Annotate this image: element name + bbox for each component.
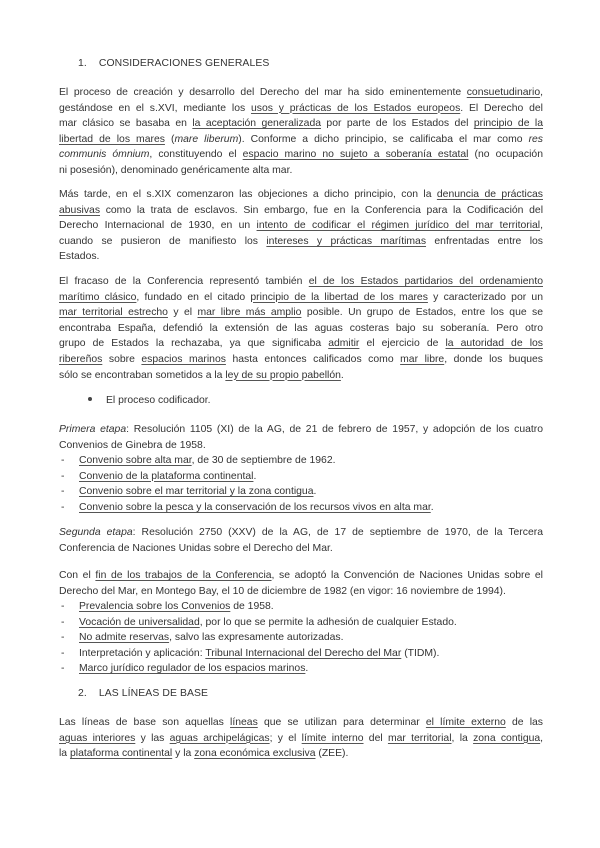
section-title: CONSIDERACIONES GENERALES: [98, 58, 270, 69]
text-line: abusivas como la trata de esclavos. Sin embargo, fue en la Conferencia para la Codificación del: [59, 204, 543, 216]
text-line: marítimo clásico, fundado en el citado principio de la libertad de los mares y caracterizado por un: [59, 291, 543, 303]
text-line: ni posesión), denominado genéricamente alta mar.: [59, 164, 293, 176]
section-title: LAS LÍNEAS DE BASE: [98, 688, 209, 699]
text-line: Con el fin de los trabajos de la Conferencia, se adoptó la Convención de Naciones Unidas sobre el: [59, 570, 543, 581]
text-line: sólo se encontraban sometidos a la ley de su propio pabellón.: [59, 369, 344, 381]
section-number: 1.: [78, 58, 87, 69]
bullet-text: El proceso codificador.: [106, 395, 211, 406]
text-line: El proceso de creación y desarrollo del Derecho del mar ha sido eminentemente consuetudinario,: [59, 87, 543, 98]
paragraph-conference-failure: [59, 274, 543, 383]
paragraph-first-stage: [59, 422, 543, 453]
list-item: - Prevalencia sobre los Convenios de 1958.: [61, 601, 274, 612]
text-line: Estados.: [59, 251, 100, 263]
text-line: Las líneas de base son aquellas líneas que se utilizan para determinar el límite externo de las: [59, 717, 543, 728]
paragraph-baselines: [59, 715, 543, 762]
section-number: 2.: [78, 688, 87, 699]
text-line: Más tarde, en el s.XIX comenzaron las objeciones a dicho principio, con la denuncia de prácticas: [59, 189, 543, 200]
list-item: - Convenio sobre la pesca y la conservación de los recursos vivos en alta mar.: [61, 501, 434, 513]
bullet-item: [88, 395, 211, 406]
list-item: - Convenio sobre alta mar, de 30 de septiembre de 1962.: [61, 455, 336, 466]
text-line: communis ómnium, constituyendo el espacio marino no sujeto a soberanía estatal (no ocupación: [59, 149, 543, 161]
list-item: - Vocación de universalidad, por lo que se permite la adhesión de cualquier Estado.: [61, 616, 457, 628]
list-item: - Convenio sobre el mar territorial y la zona contigua.: [61, 486, 317, 498]
list-item: - Convenio de la plataforma continental.: [61, 470, 257, 482]
text-line: encontraba España, defendió la extensión de las aguas costeras bajo su soberanía. Pero otro: [59, 322, 543, 334]
bullet-dot-icon: [88, 397, 92, 401]
text-line: Primera etapa: Resolución 1105 (XI) de la AG, de 21 de febrero de 1957, y adopción de los cuatro: [59, 424, 544, 435]
text-line: El fracaso de la Conferencia representó también el de los Estados partidarios del ordenamiento: [59, 276, 543, 287]
section-heading-2: [78, 688, 208, 699]
paragraph-second-stage: [59, 525, 543, 556]
list-item: - Interpretación y aplicación: Tribunal Internacional del Derecho del Mar (TIDM).: [61, 647, 440, 659]
text-line: ribereños sobre espacios marinos hasta entonces calificados como mar libre, donde los buques: [59, 353, 543, 365]
paragraph-convention-1982: [59, 568, 543, 599]
text-line: mar clásico se basaba en la aceptación generalizada por parte de los Estados del principio de la: [59, 118, 543, 130]
text-line: Derecho del Mar, en Montego Bay, el 10 de diciembre de 1982 (en vigor: 16 noviembre de 1994).: [59, 585, 506, 597]
section-heading-1: [78, 58, 269, 69]
text-line: grupo de Estados la rechazaba, ya que significaba admitir el ejercicio de la autoridad de los: [59, 338, 543, 350]
text-line: aguas interiores y las aguas archipelágicas; y el límite interno del mar territorial, la zona contigua,: [59, 732, 544, 744]
text-line: la plataforma continental y la zona económica exclusiva (ZEE).: [59, 748, 349, 760]
text-line: Conferencia de Naciones Unidas sobre el Derecho del Mar.: [59, 542, 333, 554]
list-item: - No admite reservas, salvo las expresamente autorizadas.: [61, 632, 344, 644]
text-line: gestándose en el s.XVI, mediante los usos y prácticas de los Estados europeos. El Derecho del: [59, 102, 543, 114]
paragraph-origins: [59, 85, 543, 179]
convention-features-list: [59, 599, 543, 677]
text-line: libertad de los mares (mare liberum). Conforme a dicho principio, se calificaba el mar como res: [59, 133, 543, 145]
paragraph-xix-century: [59, 187, 543, 265]
first-stage-conventions-list: [59, 453, 543, 515]
text-line: Convenios de Ginebra de 1958.: [59, 439, 206, 451]
text-line: cuando se pusieron de manifiesto los intereses y prácticas marítimas enfrentadas entre los: [59, 235, 543, 247]
text-line: Derecho Internacional de 1930, en un intento de codificar el régimen jurídico del mar territorial,: [59, 220, 543, 232]
text-line: Segunda etapa: Resolución 2750 (XXV) de la AG, de 17 de septiembre de 1970, de la Tercera: [59, 527, 543, 538]
list-item: - Marco jurídico regulador de los espacios marinos.: [61, 663, 309, 675]
text-line: mar territorial estrecho y el mar libre más amplio posible. Un grupo de Estados, entre los que se: [59, 307, 544, 319]
